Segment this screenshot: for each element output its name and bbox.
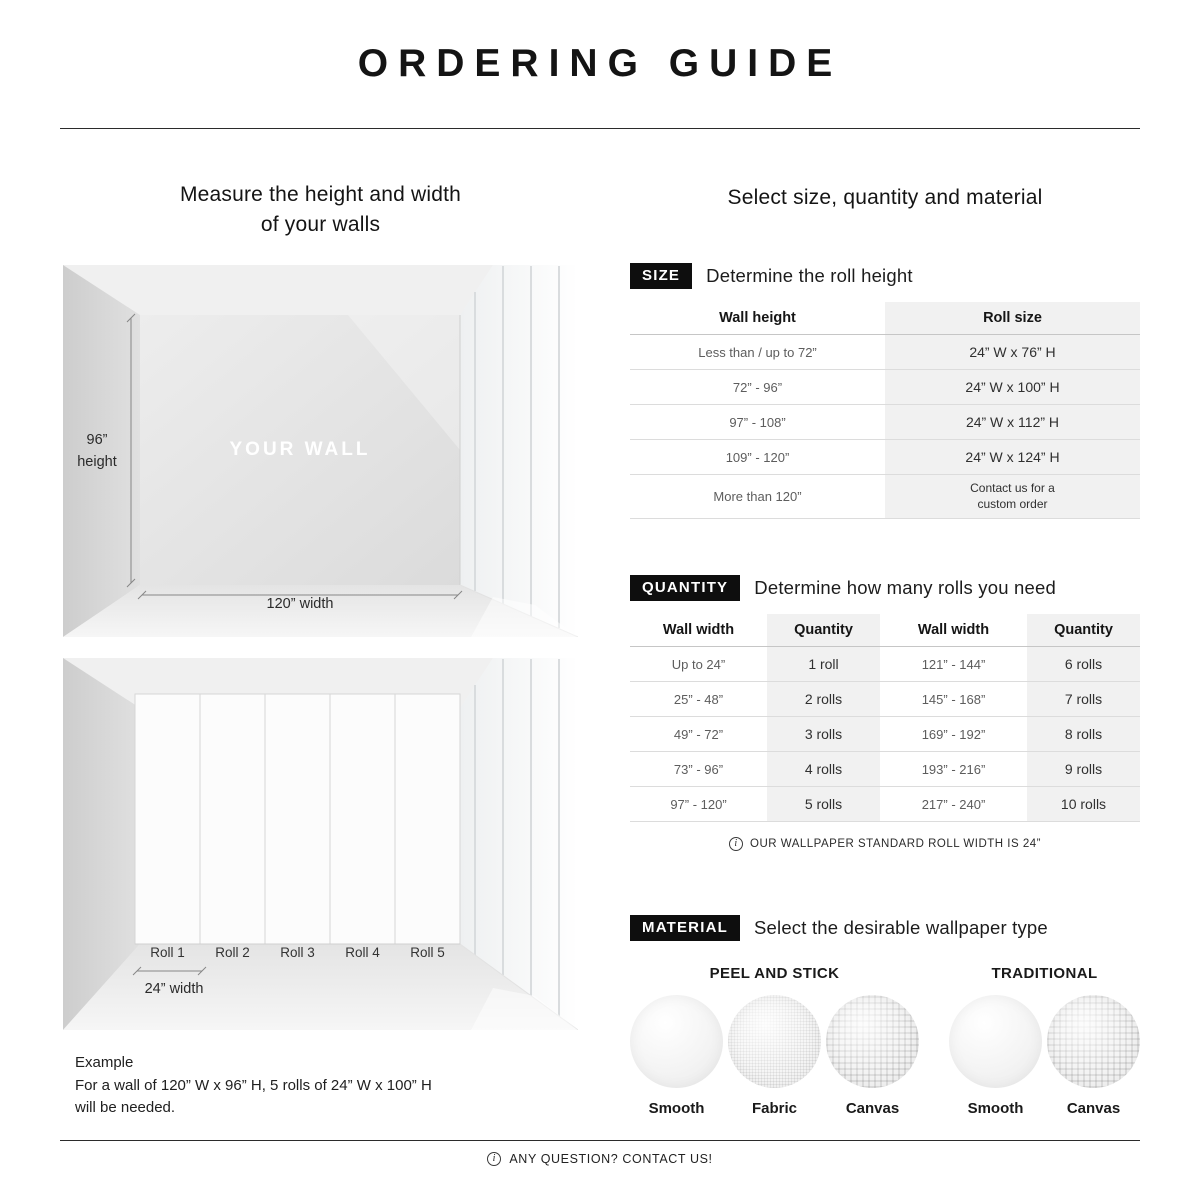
canvas-texture-icon [1047, 995, 1140, 1088]
quantity-cell: 1 roll [767, 647, 880, 682]
wall-height-label [65, 430, 129, 474]
quantity-badge: QUANTITY [630, 575, 740, 601]
smooth-texture-icon [630, 995, 723, 1088]
quantity-table-header [630, 614, 1140, 647]
size-table-header [630, 302, 1140, 335]
swatch-row [630, 995, 919, 1117]
roll-size-cell [885, 475, 1140, 519]
wall-width-cell: 169” - 192” [880, 717, 1027, 752]
page-title: ORDERING GUIDE [357, 42, 843, 85]
swatch-row [949, 995, 1140, 1117]
custom-order-text: Contact us for a custom order [970, 481, 1055, 511]
swatch-smooth [630, 995, 723, 1117]
size-table-row [630, 440, 1140, 475]
quantity-cell: 6 rolls [1027, 647, 1140, 682]
wall-height-cell: 97” - 108” [630, 405, 885, 440]
qty-col-wall-width-2: Wall width [880, 614, 1027, 647]
roll-label: Roll 3 [280, 945, 315, 960]
swatch-label: Canvas [845, 1100, 900, 1117]
example-title: Example [75, 1054, 134, 1071]
size-subtitle: Determine the roll height [706, 265, 913, 286]
roll-size-cell: 24” W x 124” H [885, 440, 1140, 475]
wall-width-label: 120” width [266, 596, 334, 612]
quantity-cell: 2 rolls [767, 682, 880, 717]
room-illustration [63, 658, 578, 1030]
wall-width-cell: 145” - 168” [880, 682, 1027, 717]
wall-height-word: height [77, 453, 117, 470]
swatch-canvas [826, 995, 919, 1117]
example-line2: will be needed. [75, 1099, 176, 1116]
quantity-badge-row [630, 575, 1140, 601]
fabric-texture-icon [728, 995, 821, 1088]
bottom-divider [60, 1140, 1140, 1141]
measure-heading-line2: of your walls [260, 212, 381, 236]
roll-width-note [630, 837, 1140, 851]
quantity-section [630, 575, 1140, 851]
quantity-table-row [630, 682, 1140, 717]
footer-contact [0, 1152, 1200, 1166]
size-section [630, 263, 1140, 519]
wall-width-cell: 193” - 216” [880, 752, 1027, 787]
wall-height-value: 96” [86, 432, 108, 448]
size-table-row [630, 475, 1140, 519]
swatch-label: Smooth [648, 1100, 705, 1117]
size-table [630, 302, 1140, 519]
info-icon: i [487, 1152, 501, 1166]
material-group-title: PEEL AND STICK [709, 965, 840, 982]
wall-width-cell: 25” - 48” [630, 682, 767, 717]
size-table-row [630, 335, 1140, 370]
quantity-table-row [630, 787, 1140, 822]
wall-width-cell: 73” - 96” [630, 752, 767, 787]
material-group-peel-and-stick [630, 965, 919, 1117]
smooth-texture-icon [949, 995, 1042, 1088]
wall-height-cell: 72” - 96” [630, 370, 885, 405]
canvas-texture-icon [826, 995, 919, 1088]
wall-width-cell: 49” - 72” [630, 717, 767, 752]
material-group-title: TRADITIONAL [991, 965, 1098, 982]
wallpaper-panels [135, 694, 460, 944]
wall-width-cell: 121” - 144” [880, 647, 1027, 682]
measure-heading-line1: Measure the height and width [179, 183, 462, 206]
roll-label: Roll 1 [150, 945, 185, 960]
quantity-table-row [630, 647, 1140, 682]
select-section [630, 183, 1140, 1133]
info-icon: i [729, 837, 743, 851]
quantity-cell: 3 rolls [767, 717, 880, 752]
wall-height-cell: More than 120” [630, 475, 885, 519]
wall-width-cell: 217” - 240” [880, 787, 1027, 822]
measure-section [63, 180, 578, 1145]
material-groups [630, 965, 1140, 1117]
roll-width-note-text: OUR WALLPAPER STANDARD ROLL WIDTH IS 24” [750, 838, 1041, 850]
quantity-cell: 7 rolls [1027, 682, 1140, 717]
size-col-roll-size: Roll size [885, 302, 1140, 335]
quantity-table-row [630, 752, 1140, 787]
roll-size-cell: 24” W x 76” H [885, 335, 1140, 370]
size-table-row [630, 405, 1140, 440]
rolls-illustration [63, 658, 578, 1030]
qty-col-quantity-2: Quantity [1027, 614, 1140, 647]
material-badge: MATERIAL [630, 915, 740, 941]
material-group-traditional [949, 965, 1140, 1117]
measure-heading [63, 180, 578, 240]
wall-height-cell: 109” - 120” [630, 440, 885, 475]
material-section [630, 915, 1140, 1117]
your-wall-label: YOUR WALL [229, 439, 371, 460]
roll-label: Roll 4 [345, 945, 380, 960]
material-badge-row [630, 915, 1140, 941]
roll-width-label: 24” width [144, 981, 204, 997]
top-divider [60, 128, 1140, 129]
roll-label: Roll 2 [215, 945, 250, 960]
material-subtitle: Select the desirable wallpaper type [753, 917, 1048, 938]
wall-measure-illustration [63, 265, 578, 637]
swatch-smooth [949, 995, 1042, 1117]
size-badge: SIZE [630, 263, 692, 289]
roll-size-cell: 24” W x 100” H [885, 370, 1140, 405]
quantity-subtitle: Determine how many rolls you need [754, 577, 1056, 598]
swatch-label: Canvas [1066, 1100, 1121, 1117]
quantity-cell: 4 rolls [767, 752, 880, 787]
quantity-cell: 8 rolls [1027, 717, 1140, 752]
quantity-table [630, 614, 1140, 822]
swatch-label: Smooth [967, 1100, 1024, 1117]
swatch-canvas [1047, 995, 1140, 1117]
quantity-table-row [630, 717, 1140, 752]
size-col-wall-height: Wall height [630, 302, 885, 335]
quantity-cell: 5 rolls [767, 787, 880, 822]
wall-height-cell: Less than / up to 72” [630, 335, 885, 370]
swatch-label: Fabric [751, 1100, 797, 1117]
footer-contact-text: ANY QUESTION? CONTACT US! [509, 1152, 713, 1166]
quantity-cell: 10 rolls [1027, 787, 1140, 822]
swatch-fabric [728, 995, 821, 1117]
example-line1: For a wall of 120” W x 96” H, 5 rolls of 24” W x 100” H [75, 1076, 432, 1094]
size-badge-row [630, 263, 1140, 289]
wall-width-cell: Up to 24” [630, 647, 767, 682]
wall-width-cell: 97” - 120” [630, 787, 767, 822]
roll-label: Roll 5 [410, 945, 445, 960]
qty-col-quantity-1: Quantity [767, 614, 880, 647]
size-table-row [630, 370, 1140, 405]
example-note [75, 1052, 432, 1120]
roll-size-cell: 24” W x 112” H [885, 405, 1140, 440]
quantity-cell: 9 rolls [1027, 752, 1140, 787]
select-heading: Select size, quantity and material [727, 186, 1043, 209]
qty-col-wall-width-1: Wall width [630, 614, 767, 647]
